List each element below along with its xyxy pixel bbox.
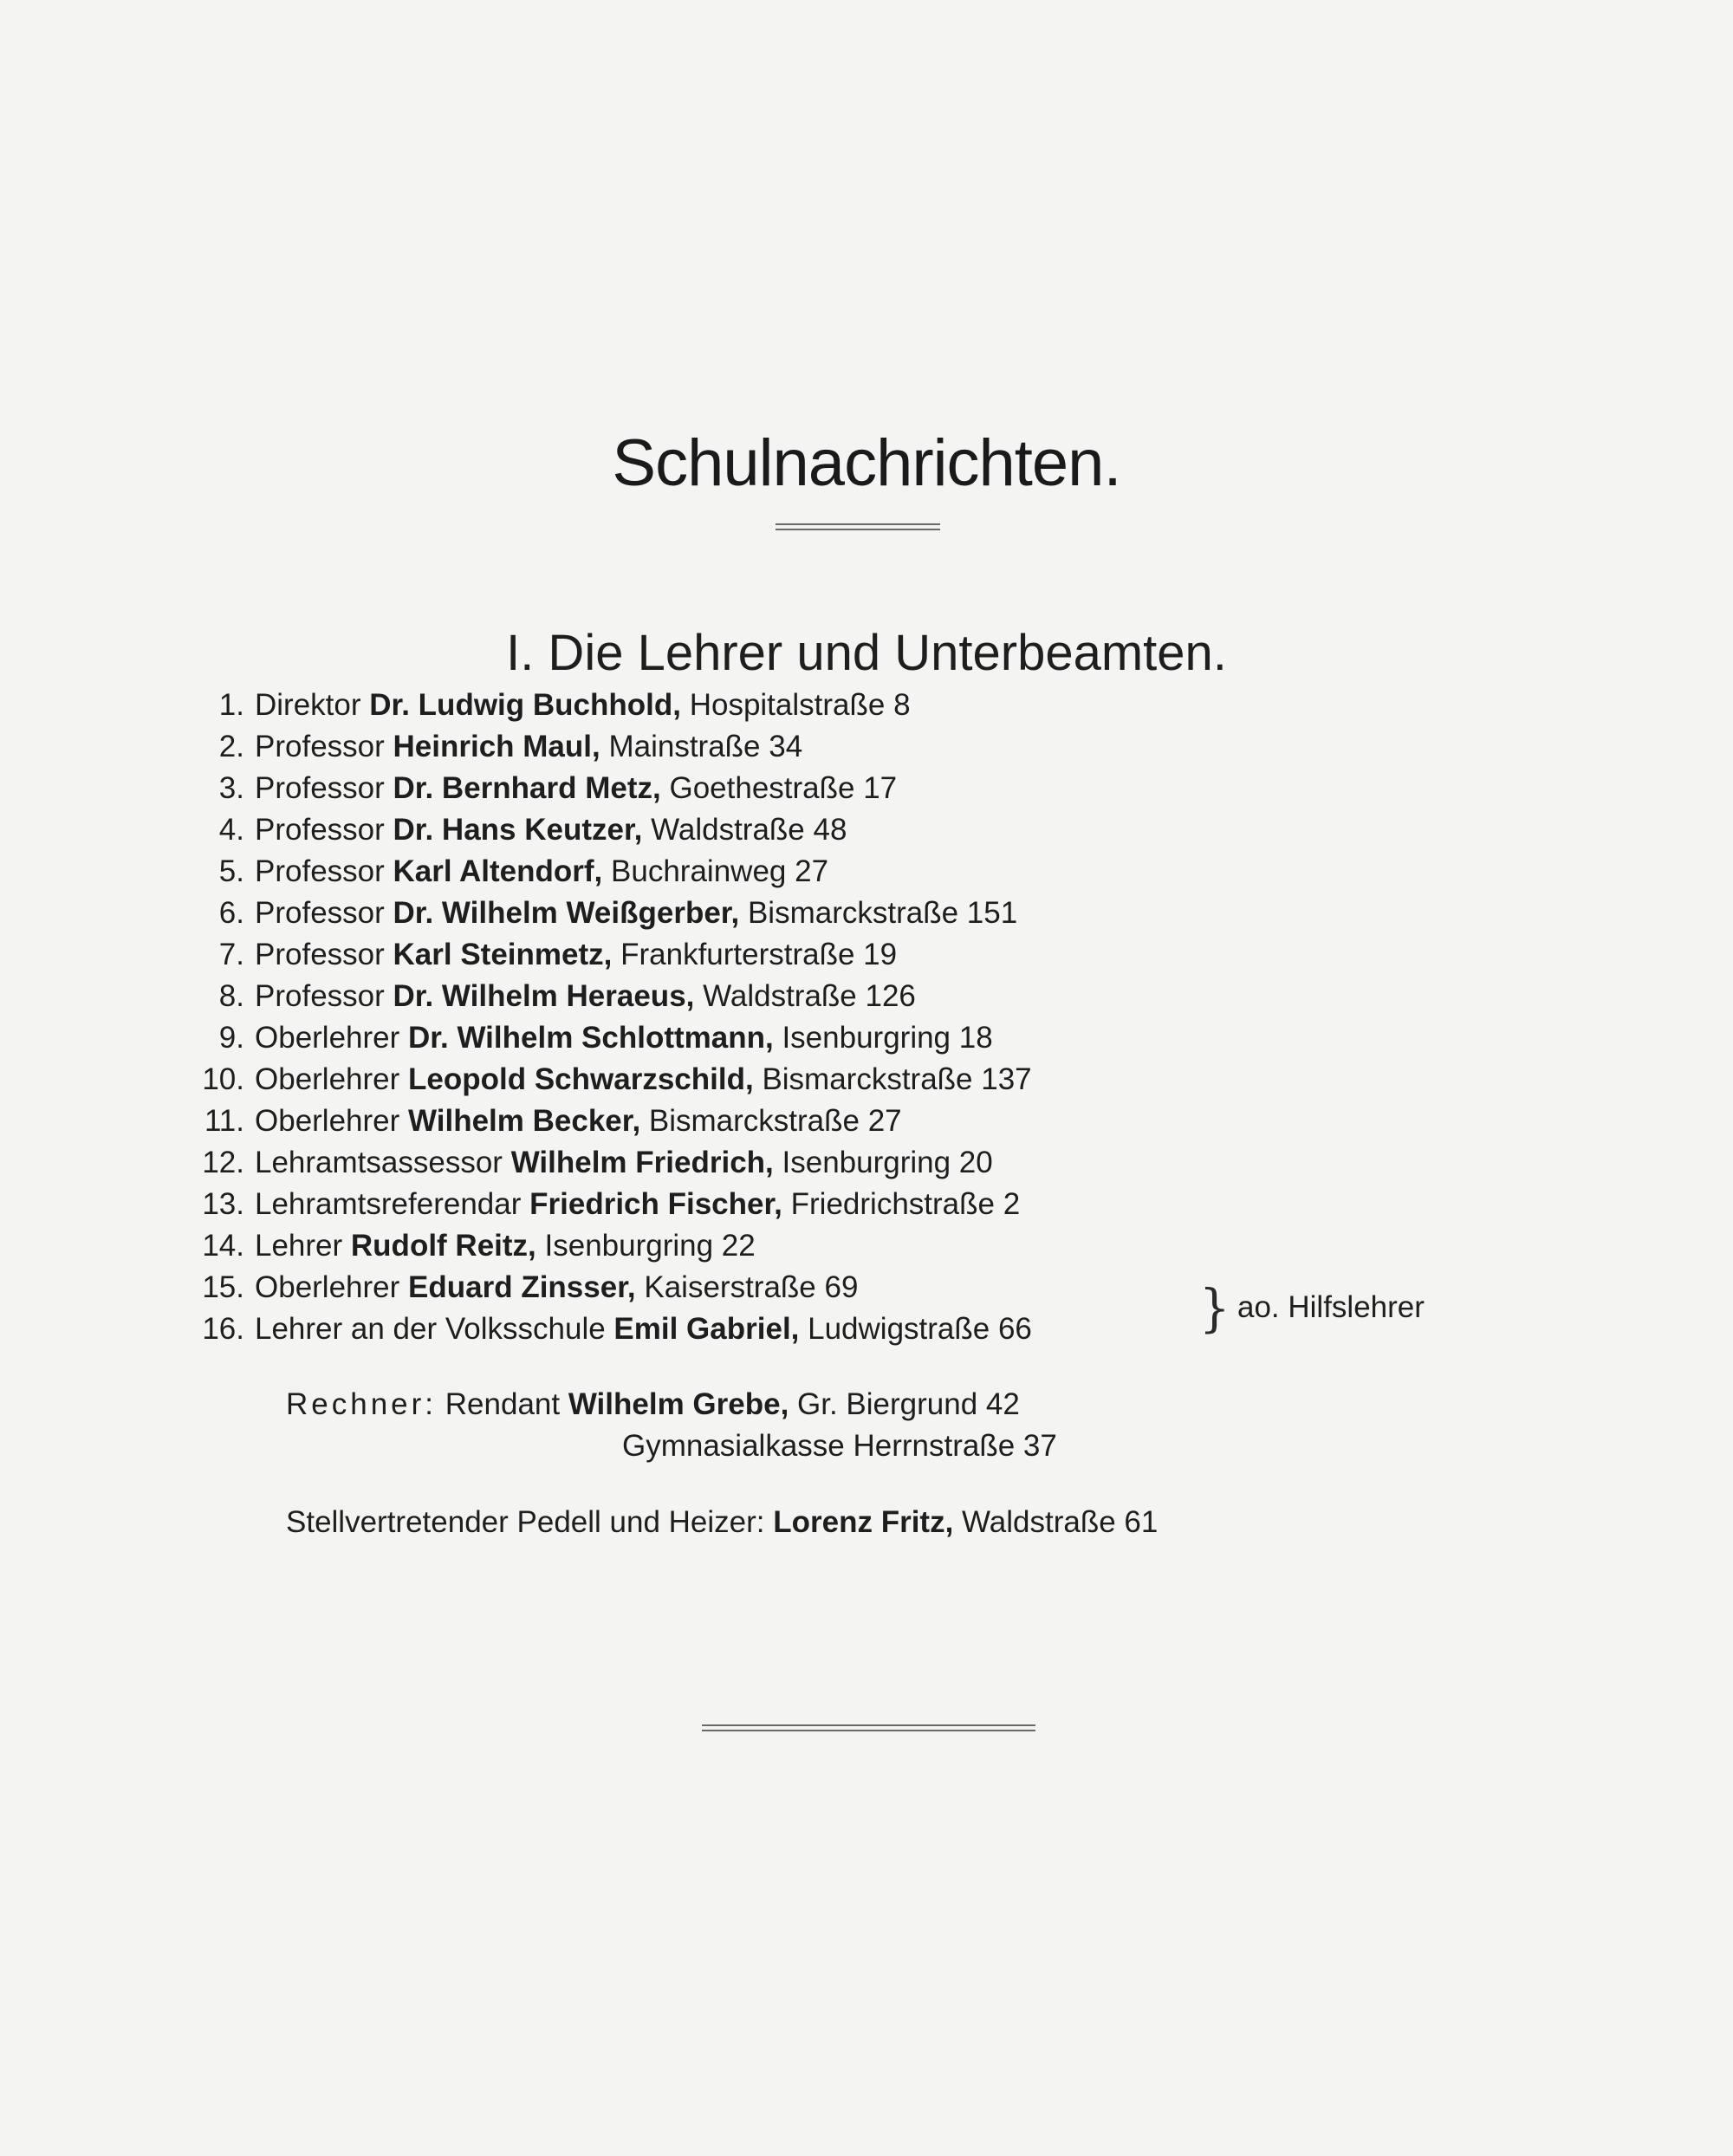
page-title: Schulnachrichten. xyxy=(612,425,1121,500)
staff-name: Friedrich Fischer, xyxy=(529,1187,782,1221)
staff-number: 12. xyxy=(202,1146,244,1179)
rechner-address: Gr. Biergrund 42 xyxy=(797,1387,1020,1421)
staff-address: Hospitalstraße 8 xyxy=(689,688,911,722)
staff-role: Professor xyxy=(255,730,385,763)
staff-role: Lehrer an der Volksschule xyxy=(255,1312,606,1346)
bottom-divider xyxy=(702,1724,1035,1731)
staff-role: Lehrer xyxy=(255,1229,343,1263)
staff-name: Karl Altendorf, xyxy=(393,854,603,888)
staff-number: 15. xyxy=(202,1270,244,1304)
staff-role: Lehramtsreferendar xyxy=(255,1187,522,1221)
staff-row xyxy=(173,893,1300,934)
staff-row xyxy=(173,1059,1300,1101)
staff-row xyxy=(173,1101,1300,1142)
staff-address: Bismarckstraße 27 xyxy=(648,1104,902,1138)
staff-number: 13. xyxy=(202,1187,244,1221)
staff-row xyxy=(173,726,1300,768)
staff-name: Dr. Hans Keutzer, xyxy=(393,813,643,847)
staff-number: 3. xyxy=(218,771,244,805)
staff-number: 7. xyxy=(218,938,244,971)
staff-role: Oberlehrer xyxy=(255,1270,400,1304)
staff-number: 8. xyxy=(218,979,244,1013)
staff-row xyxy=(173,809,1300,851)
staff-name: Emil Gabriel, xyxy=(613,1312,800,1346)
rechner-line xyxy=(286,1384,1020,1425)
staff-address: Bismarckstraße 137 xyxy=(762,1062,1032,1096)
staff-address: Isenburgring 20 xyxy=(782,1146,993,1179)
staff-row xyxy=(173,1017,1300,1059)
staff-address: Waldstraße 48 xyxy=(651,813,847,847)
staff-number: 2. xyxy=(218,730,244,763)
staff-row xyxy=(173,1309,1300,1350)
staff-number: 14. xyxy=(202,1229,244,1263)
hilfslehrer-note: ao. Hilfslehrer xyxy=(1237,1290,1425,1324)
staff-name: Karl Steinmetz, xyxy=(393,938,613,971)
staff-role: Professor xyxy=(255,979,385,1013)
rechner-label: Rechner: xyxy=(286,1387,438,1421)
staff-name: Heinrich Maul, xyxy=(393,730,600,763)
staff-name: Wilhelm Friedrich, xyxy=(510,1146,774,1179)
staff-row xyxy=(173,685,1300,726)
staff-row xyxy=(173,1142,1300,1184)
staff-row xyxy=(173,768,1300,809)
staff-row xyxy=(173,1267,1300,1309)
staff-address: Buchrainweg 27 xyxy=(611,854,829,888)
staff-number: 5. xyxy=(218,854,244,888)
staff-role: Professor xyxy=(255,813,385,847)
staff-name: Dr. Bernhard Metz, xyxy=(393,771,661,805)
pedell-label: Stellvertretender Pedell und Heizer: xyxy=(286,1505,765,1539)
staff-address: Waldstraße 126 xyxy=(703,979,916,1013)
staff-role: Professor xyxy=(255,854,385,888)
staff-role: Oberlehrer xyxy=(255,1021,400,1055)
staff-role: Oberlehrer xyxy=(255,1104,400,1138)
staff-address: Goethestraße 17 xyxy=(669,771,898,805)
staff-number: 16. xyxy=(202,1312,244,1346)
brace-symbol: } xyxy=(1199,1279,1230,1339)
rechner-name: Wilhelm Grebe, xyxy=(568,1387,789,1421)
staff-number: 11. xyxy=(204,1104,244,1138)
staff-row xyxy=(173,976,1300,1017)
staff-list xyxy=(173,685,1300,1350)
staff-address: Ludwigstraße 66 xyxy=(808,1312,1032,1346)
staff-number: 1. xyxy=(218,688,244,722)
staff-role: Professor xyxy=(255,896,385,930)
staff-number: 10. xyxy=(202,1062,244,1096)
staff-name: Rudolf Reitz, xyxy=(350,1229,536,1263)
staff-name: Dr. Ludwig Buchhold, xyxy=(369,688,681,722)
staff-number: 9. xyxy=(218,1021,244,1055)
staff-address: Bismarckstraße 151 xyxy=(747,896,1018,930)
staff-name: Wilhelm Becker, xyxy=(408,1104,641,1138)
pedell-line xyxy=(286,1502,1158,1543)
staff-number: 4. xyxy=(218,813,244,847)
staff-address: Frankfurterstraße 19 xyxy=(620,938,898,971)
gymnasialkasse-line: Gymnasialkasse Herrnstraße 37 xyxy=(622,1429,1057,1463)
staff-name: Dr. Wilhelm Heraeus, xyxy=(393,979,695,1013)
staff-name: Leopold Schwarzschild, xyxy=(408,1062,754,1096)
staff-address: Mainstraße 34 xyxy=(608,730,803,763)
staff-address: Isenburgring 18 xyxy=(782,1021,993,1055)
staff-role: Lehramtsassessor xyxy=(255,1146,503,1179)
staff-number: 6. xyxy=(218,896,244,930)
staff-row xyxy=(173,1225,1300,1267)
staff-name: Dr. Wilhelm Weißgerber, xyxy=(393,896,740,930)
staff-role: Professor xyxy=(255,938,385,971)
staff-role: Professor xyxy=(255,771,385,805)
staff-address: Kaiserstraße 69 xyxy=(644,1270,859,1304)
staff-row xyxy=(173,851,1300,893)
pedell-address: Waldstraße 61 xyxy=(962,1505,1159,1539)
staff-address: Friedrichstraße 2 xyxy=(790,1187,1021,1221)
section-heading: I. Die Lehrer und Unterbeamten. xyxy=(506,625,1227,682)
staff-row xyxy=(173,934,1300,976)
staff-role: Direktor xyxy=(255,688,361,722)
staff-role: Oberlehrer xyxy=(255,1062,400,1096)
staff-name: Dr. Wilhelm Schlottmann, xyxy=(408,1021,774,1055)
staff-name: Eduard Zinsser, xyxy=(408,1270,636,1304)
staff-row xyxy=(173,1184,1300,1225)
rechner-role: Rendant xyxy=(445,1387,561,1421)
title-divider xyxy=(776,523,940,530)
staff-address: Isenburgring 22 xyxy=(544,1229,756,1263)
pedell-name: Lorenz Fritz, xyxy=(773,1505,954,1539)
